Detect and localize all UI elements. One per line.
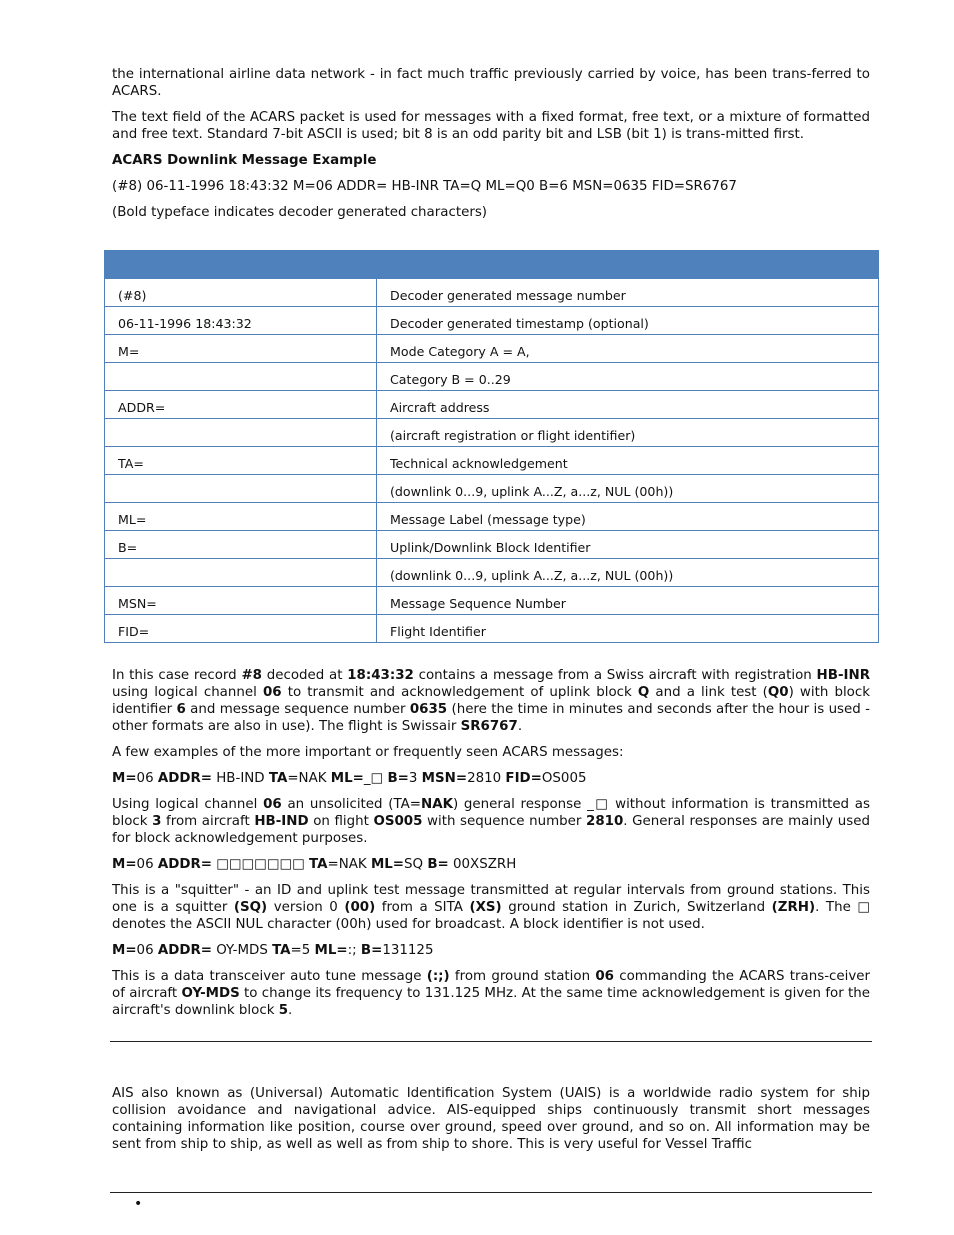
bold-text: 2810 xyxy=(586,814,624,829)
message-explanation-1 xyxy=(112,796,870,847)
field-cell: MSN= xyxy=(105,587,377,615)
value: 131125 xyxy=(382,943,434,958)
table-row xyxy=(105,419,879,447)
text: ) with block identifier xyxy=(112,685,870,717)
description-cell: Aircraft address xyxy=(377,391,879,419)
bold-text: NAK xyxy=(421,797,453,812)
text: . General responses are mainly used for block acknowledgement purposes. xyxy=(112,814,871,846)
description-cell: Category B = 0..29 xyxy=(377,363,879,391)
bold-text: HB-IND xyxy=(254,814,309,829)
value: 06 xyxy=(136,771,158,786)
examples-section xyxy=(112,667,870,1028)
field-cell: (#8) xyxy=(105,279,377,307)
value: □□□□□□□ xyxy=(211,857,310,872)
bold-text: OY-MDS xyxy=(181,986,240,1001)
key: ADDR= xyxy=(157,771,212,786)
key: TA xyxy=(309,857,328,872)
acars-field-table xyxy=(104,250,879,643)
text: and a link test ( xyxy=(649,685,768,700)
field-cell: FID= xyxy=(105,615,377,643)
field-cell xyxy=(105,475,377,503)
table-row xyxy=(105,391,879,419)
section-heading: ACARS Downlink Message Example xyxy=(112,153,377,168)
text: (here the time in minutes and seconds after the hour is used - other formats are also in use). The flight is Swissair xyxy=(112,702,870,734)
text: decoded at xyxy=(261,668,348,683)
bold-text: 6 xyxy=(176,702,186,717)
bold-text: 0635 xyxy=(409,702,448,717)
text: from ground station xyxy=(449,969,596,984)
description-cell: Flight Identifier xyxy=(377,615,879,643)
description-cell: Uplink/Downlink Block Identifier xyxy=(377,531,879,559)
bold-text: 06 xyxy=(262,685,282,700)
description-cell: Technical acknowledgement xyxy=(377,447,879,475)
value: _□ xyxy=(363,771,388,786)
field-cell: 06-11-1996 18:43:32 xyxy=(105,307,377,335)
text: contains a message from a Swiss aircraft with registration xyxy=(413,668,817,683)
value: 2810 xyxy=(467,771,506,786)
text: ) general response _□ without information is transmitted as block xyxy=(112,797,870,829)
intro-paragraph-2: The text field of the ACARS packet is used for messages with a fixed format, free text, or a mixture of formatted and free text. Standard 7-bit ASCII is used; bit 8 is an odd parity bit and LSB (bit 1) is trans-mitted first. xyxy=(112,110,870,142)
intro-section xyxy=(112,66,870,230)
value: OY-MDS xyxy=(211,943,273,958)
bold-text: SR6767 xyxy=(460,719,518,734)
bold-text: (00) xyxy=(344,900,376,915)
key: ADDR= xyxy=(157,857,212,872)
key: B= xyxy=(427,857,449,872)
field-cell: ML= xyxy=(105,503,377,531)
text: and message sequence number xyxy=(185,702,410,717)
text: to change its frequency to 131.125 MHz. At the same time acknowledgement is given for the aircraft's downlink block xyxy=(112,986,870,1018)
bold-text: (ZRH) xyxy=(771,900,816,915)
bold-text: 06 xyxy=(595,969,614,984)
section-divider xyxy=(110,1041,872,1042)
value: =5 xyxy=(290,943,315,958)
description-cell: Message Sequence Number xyxy=(377,587,879,615)
message-example-1 xyxy=(112,770,870,787)
value: :; xyxy=(347,943,361,958)
description-cell: (downlink 0...9, uplink A...Z, a...z, NUL (00h)) xyxy=(377,475,879,503)
field-cell: B= xyxy=(105,531,377,559)
field-cell: ADDR= xyxy=(105,391,377,419)
table-row xyxy=(105,475,879,503)
message-example-3 xyxy=(112,942,870,959)
text: to transmit and acknowledgement of uplink block xyxy=(281,685,638,700)
key: M= xyxy=(112,857,137,872)
key: M= xyxy=(112,943,137,958)
message-explanation-2 xyxy=(112,882,870,933)
bold-text: OS005 xyxy=(373,814,423,829)
message-example-2 xyxy=(112,856,870,873)
text: ground station in Zurich, Switzerland xyxy=(501,900,772,915)
value: SQ xyxy=(404,857,428,872)
table-row xyxy=(105,307,879,335)
intro-paragraph-1: the international airline data network - in fact much traffic previously carried by voice, has been trans-ferred to ACARS. xyxy=(112,67,870,99)
key: B= xyxy=(387,771,409,786)
field-cell xyxy=(105,559,377,587)
description-cell: (aircraft registration or flight identifier) xyxy=(377,419,879,447)
table-row xyxy=(105,363,879,391)
key: ML= xyxy=(314,943,348,958)
value: 3 xyxy=(408,771,422,786)
description-cell: (downlink 0...9, uplink A...Z, a...z, NUL (00h)) xyxy=(377,559,879,587)
example-message: (#8) 06-11-1996 18:43:32 M=06 ADDR= HB-INR TA=Q ML=Q0 B=6 MSN=0635 FID=SR6767 xyxy=(112,179,737,194)
description-cell: Mode Category A = A, xyxy=(377,335,879,363)
table-header-cell xyxy=(377,251,879,279)
text: commanding the ACARS trans-ceiver of aircraft xyxy=(112,969,871,1001)
value: OS005 xyxy=(541,771,587,786)
text: from a SITA xyxy=(375,900,470,915)
message-explanation-3 xyxy=(112,968,870,1019)
table-row xyxy=(105,587,879,615)
table-row xyxy=(105,615,879,643)
bold-text: Q0 xyxy=(767,685,789,700)
text: Using logical channel xyxy=(112,797,264,812)
bold-text: Q xyxy=(637,685,650,700)
value: 06 xyxy=(136,943,158,958)
table-header-cell xyxy=(105,251,377,279)
ais-section xyxy=(112,1085,870,1162)
bold-text: 18:43:32 xyxy=(347,668,414,683)
description-cell: Decoder generated timestamp (optional) xyxy=(377,307,879,335)
bold-text: 5 xyxy=(278,1003,289,1018)
text: . xyxy=(517,719,523,734)
text: with sequence number xyxy=(422,814,586,829)
text: using logical channel xyxy=(112,685,263,700)
description-cell: Message Label (message type) xyxy=(377,503,879,531)
footer-divider xyxy=(110,1192,872,1193)
text: This is a "squitter" - an ID and uplink test message transmitted at regular intervals from ground stations. This one is a squitter xyxy=(112,883,870,915)
footer-bullet: • xyxy=(134,1196,143,1212)
description-cell: Decoder generated message number xyxy=(377,279,879,307)
table-row xyxy=(105,503,879,531)
text: on flight xyxy=(308,814,374,829)
table-row xyxy=(105,279,879,307)
key: ADDR= xyxy=(157,943,212,958)
record-explanation xyxy=(112,667,870,735)
table-row xyxy=(105,447,879,475)
table-row xyxy=(105,559,879,587)
key: M= xyxy=(112,771,137,786)
text: . The □ denotes the ASCII NUL character (00h) used for broadcast. A block identifier is not used. xyxy=(112,900,871,932)
bold-text: (SQ) xyxy=(233,900,268,915)
value: HB-IND xyxy=(211,771,269,786)
key: TA xyxy=(268,771,288,786)
field-cell: TA= xyxy=(105,447,377,475)
text: . xyxy=(288,1003,293,1018)
value: 06 xyxy=(136,857,158,872)
value: =NAK xyxy=(287,771,331,786)
bold-text: #8 xyxy=(241,668,262,683)
key: ML= xyxy=(330,771,364,786)
table-header-row xyxy=(105,251,879,279)
field-cell xyxy=(105,363,377,391)
bold-text: (XS) xyxy=(469,900,502,915)
bold-text: (:;) xyxy=(426,969,450,984)
bold-text: HB-INR xyxy=(816,668,871,683)
text: an unsolicited (TA= xyxy=(281,797,422,812)
examples-intro: A few examples of the more important or frequently seen ACARS messages: xyxy=(112,745,624,760)
value: 00XSZRH xyxy=(448,857,517,872)
ais-paragraph: AIS also known as (Universal) Automatic Identification System (UAIS) is a worldwide radio system for ship collision avoidance and navigational advice. AIS-equipped ships continuously transmit short messages containing information like position, course over ground, speed over ground, and so on. All information may be sent from ship to ship, as well as well as from ship to shore. This is very useful for Vessel Traffic xyxy=(112,1086,870,1152)
bold-text: 06 xyxy=(263,797,282,812)
key: MSN= xyxy=(421,771,468,786)
text: from aircraft xyxy=(161,814,255,829)
key: B= xyxy=(360,943,383,958)
bold-note: (Bold typeface indicates decoder generated characters) xyxy=(112,205,488,220)
field-cell xyxy=(105,419,377,447)
key: ML= xyxy=(370,857,405,872)
text: In this case record xyxy=(112,668,242,683)
field-cell: M= xyxy=(105,335,377,363)
value: =NAK xyxy=(327,857,371,872)
bold-text: 3 xyxy=(152,814,162,829)
table-row xyxy=(105,531,879,559)
table-row xyxy=(105,335,879,363)
key: TA xyxy=(272,943,291,958)
text: version 0 xyxy=(267,900,345,915)
text: This is a data transceiver auto tune message xyxy=(112,969,427,984)
key: FID= xyxy=(505,771,542,786)
